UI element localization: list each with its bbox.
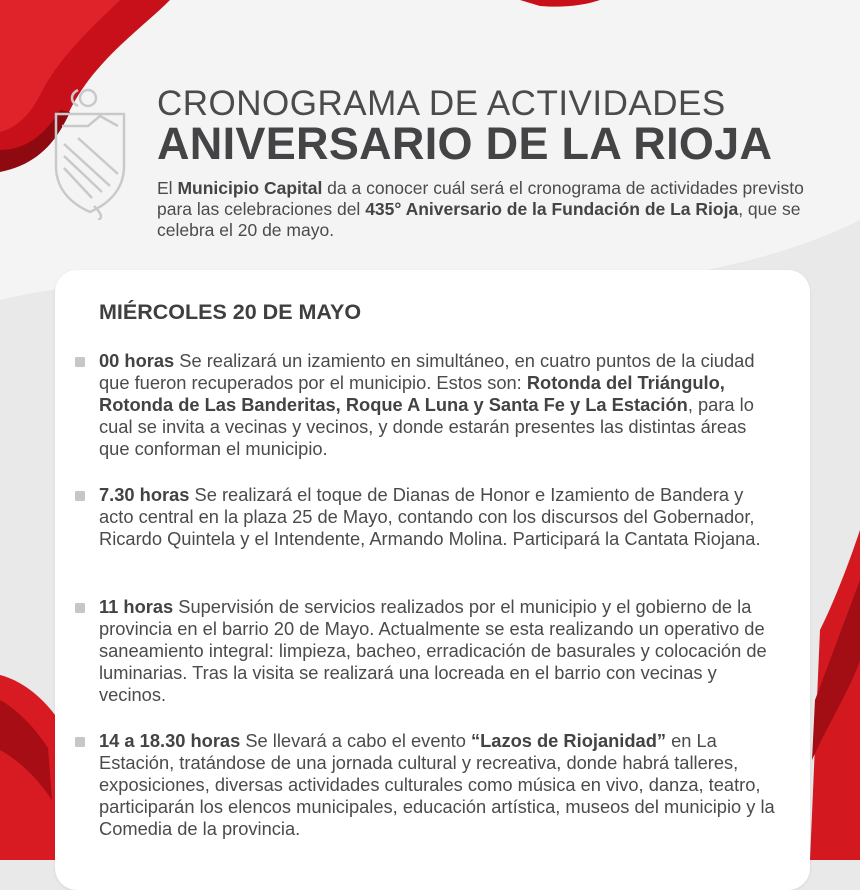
bullet-icon bbox=[75, 491, 85, 501]
item-description: Se realizará el toque de Dianas de Honor e Izamiento de Bandera y acto central en la plaza 25 de Mayo, contando con los discursos del Gobernador, Ricardo Quintela y el Intendente, Armando Molina. Participará la Cantata Riojana. bbox=[99, 484, 761, 549]
schedule-item bbox=[75, 350, 775, 460]
item-time: 14 a 18.30 horas bbox=[99, 730, 241, 751]
header bbox=[0, 0, 860, 270]
schedule-item-text bbox=[99, 596, 775, 706]
schedule-item bbox=[75, 730, 775, 840]
schedule-item-text bbox=[99, 730, 775, 840]
intro-paragraph bbox=[157, 178, 817, 241]
schedule-item-text bbox=[99, 350, 775, 460]
intro-text-2: da a conocer cuál será el cronograma de actividades previsto para las celebraciones del bbox=[157, 178, 804, 219]
item-event-name: “Lazos de Riojanidad” bbox=[470, 730, 667, 751]
schedule-item bbox=[75, 484, 775, 550]
schedule-card bbox=[55, 270, 810, 890]
day-heading: MIÉRCOLES 20 DE MAYO bbox=[99, 300, 362, 324]
intro-text-3: , que se celebra el 20 de mayo. bbox=[157, 199, 801, 240]
bullet-icon bbox=[75, 357, 85, 367]
title-line-2: ANIVERSARIO DE LA RIOJA bbox=[157, 118, 773, 169]
intro-aniversario: 435° Aniversario de la Fundación de La Rioja bbox=[365, 199, 739, 219]
item-description: Se realizará un izamiento en simultáneo, en cuatro puntos de la ciudad que fueron recuperados por el municipio. Estos son: bbox=[99, 350, 755, 393]
item-description-end: en La Estación, tratándose de una jornada cultural y recreativa, donde habrá talleres, exposiciones, diversas actividades culturales como música en vivo, danza, teatro, participarán los elencos municipales, educación artística, museos del municipio y la Comedia de la provincia. bbox=[99, 730, 775, 839]
schedule-item bbox=[75, 596, 775, 706]
item-time: 11 horas bbox=[99, 596, 174, 617]
title-line-1: CRONOGRAMA DE ACTIVIDADES bbox=[157, 84, 726, 123]
intro-municipio: Municipio Capital bbox=[177, 178, 323, 198]
item-description-end: , para lo cual se invita a vecinas y vecinos, y donde estarán presentes las distintas áreas que conforman el municipio. bbox=[99, 394, 754, 459]
coat-of-arms-icon bbox=[48, 86, 132, 220]
item-places: Rotonda del Triángulo, Rotonda de Las Banderitas, Roque A Luna y Santa Fe y La Estación bbox=[99, 372, 725, 415]
item-description: Supervisión de servicios realizados por el municipio y el gobierno de la provincia en el barrio 20 de Mayo. Actualmente se esta realizando un operativo de saneamiento integral: limpieza, bacheo, erradicación de basurales y colocación de luminarias. Tras la visita se realizará una locreada en el barrio con vecinas y vecinos. bbox=[99, 596, 767, 705]
item-description: Se llevará a cabo el evento bbox=[240, 730, 471, 751]
schedule-item-text bbox=[99, 484, 775, 550]
bullet-icon bbox=[75, 737, 85, 747]
item-time: 7.30 horas bbox=[99, 484, 190, 505]
intro-text-1: El bbox=[157, 178, 178, 198]
item-time: 00 horas bbox=[99, 350, 175, 371]
bullet-icon bbox=[75, 603, 85, 613]
